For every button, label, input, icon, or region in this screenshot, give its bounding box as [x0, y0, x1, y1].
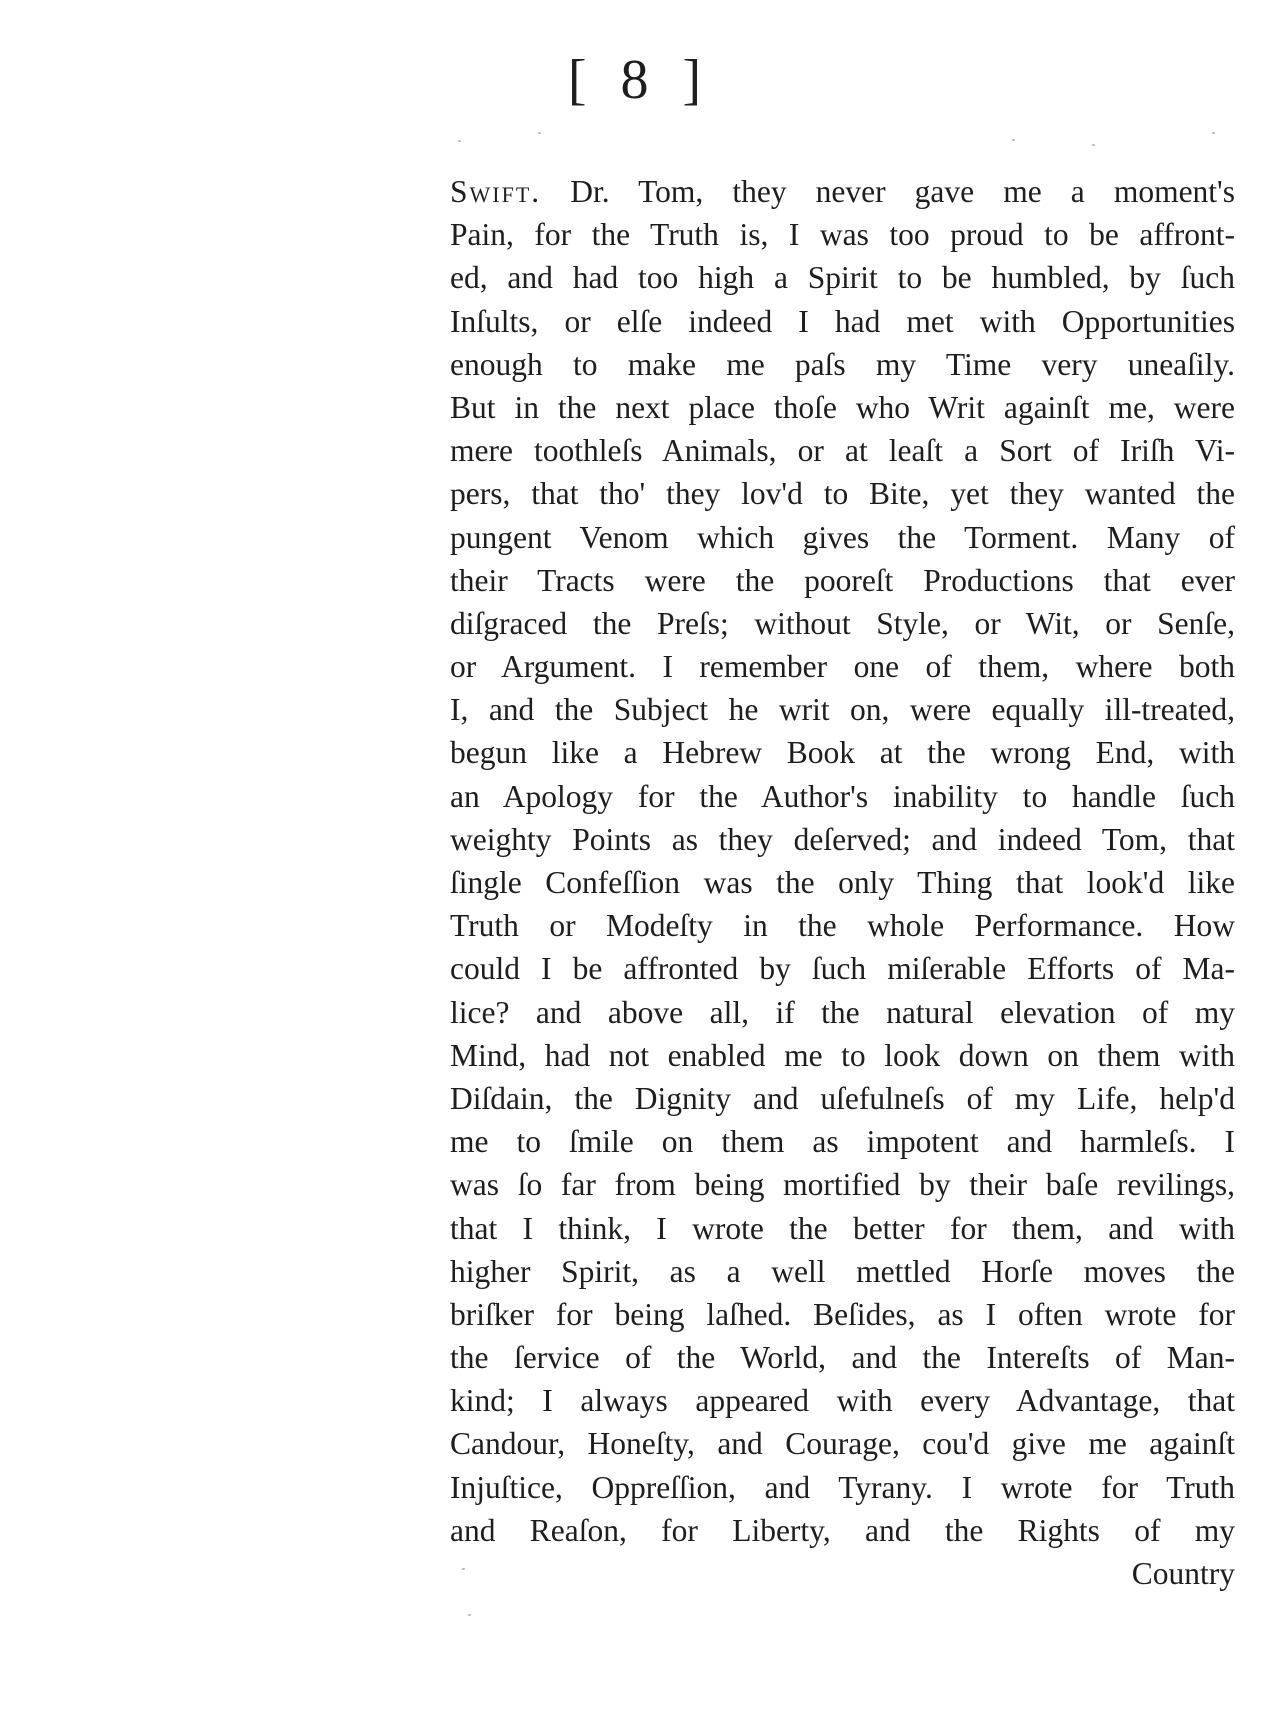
text-line: pungent Venom which gives the Torment. Many of [450, 519, 1235, 555]
text-line: ed, and had too high a Spirit to be humbled, by ſuch [450, 260, 1235, 296]
text-line: pers, that tho' they lov'd to Bite, yet they wanted the [450, 476, 1235, 512]
text-line: Inſults, or elſe indeed I had met with Opportunities [450, 303, 1235, 339]
text-line: I, and the Subject he writ on, were equally ill-treated, [450, 692, 1235, 728]
text-line: briſker for being laſhed. Beſides, as I often wrote for [450, 1296, 1235, 1332]
text-line [450, 170, 1235, 213]
text-line: the ſervice of the World, and the Intereſts of Man- [450, 1340, 1235, 1376]
text-line: or Argument. I remember one of them, where both [450, 649, 1235, 685]
text-line: and Reaſon, for Liberty, and the Rights of my [450, 1512, 1235, 1548]
text-line: diſgraced the Preſs; without Style, or Wit, or Senſe, [450, 605, 1235, 641]
print-speck [538, 132, 541, 134]
text-line: higher Spirit, as a well mettled Horſe moves the [450, 1253, 1235, 1289]
text-line: begun like a Hebrew Book at the wrong End, with [450, 735, 1235, 771]
text-line: enough to make me paſs my Time very uneaſily. [450, 346, 1235, 382]
text-line: kind; I always appeared with every Advantage, that [450, 1383, 1235, 1419]
speaker-name: Swift. [450, 174, 542, 209]
print-speck [1212, 132, 1215, 134]
print-speck [1012, 139, 1015, 141]
print-speck [468, 1614, 471, 1616]
text-line: Diſdain, the Dignity and uſefulneſs of my Life, help'd [450, 1080, 1235, 1116]
text-line: mere toothleſs Animals, or at leaſt a Sort of Iriſh Vi- [450, 433, 1235, 469]
text-line: ſingle Confeſſion was the only Thing that look'd like [450, 865, 1235, 900]
text-line: their Tracts were the pooreſt Productions that ever [450, 562, 1235, 598]
page-number: [ 8 ] [567, 49, 712, 111]
text-line: weighty Points as they deſerved; and indeed Tom, that [450, 821, 1235, 857]
text-line: me to ſmile on them as impotent and harmleſs. I [450, 1124, 1235, 1160]
text-line: Pain, for the Truth is, I was too proud to be affront- [450, 217, 1235, 253]
print-speck [462, 1568, 465, 1570]
text-line: Injuſtice, Oppreſſion, and Tyrany. I wrote for Truth [450, 1469, 1235, 1505]
text-line: Mind, had not enabled me to look down on them with [450, 1037, 1235, 1073]
text-line: an Apology for the Author's inability to handle ſuch [450, 778, 1235, 814]
catchword: Country [1131, 1556, 1235, 1591]
print-speck [1092, 144, 1095, 146]
text-line: lice? and above all, if the natural elevation of my [450, 994, 1235, 1030]
print-speck [458, 140, 461, 142]
text-line: Truth or Modeſty in the whole Performance. How [450, 908, 1235, 944]
text-line: But in the next place thoſe who Writ againſt me, were [450, 389, 1235, 425]
text-line-rest: Dr. Tom, they never gave me a moment's [541, 174, 1235, 209]
text-line: that I think, I wrote the better for them, and with [450, 1210, 1235, 1246]
text-line: could I be affronted by ſuch miſerable Efforts of Ma- [450, 951, 1235, 987]
text-line: Candour, Honeſty, and Courage, cou'd give me againſt [450, 1426, 1235, 1462]
body-text [450, 170, 1235, 1595]
text-line: was ſo far from being mortified by their baſe revilings, [450, 1167, 1235, 1203]
